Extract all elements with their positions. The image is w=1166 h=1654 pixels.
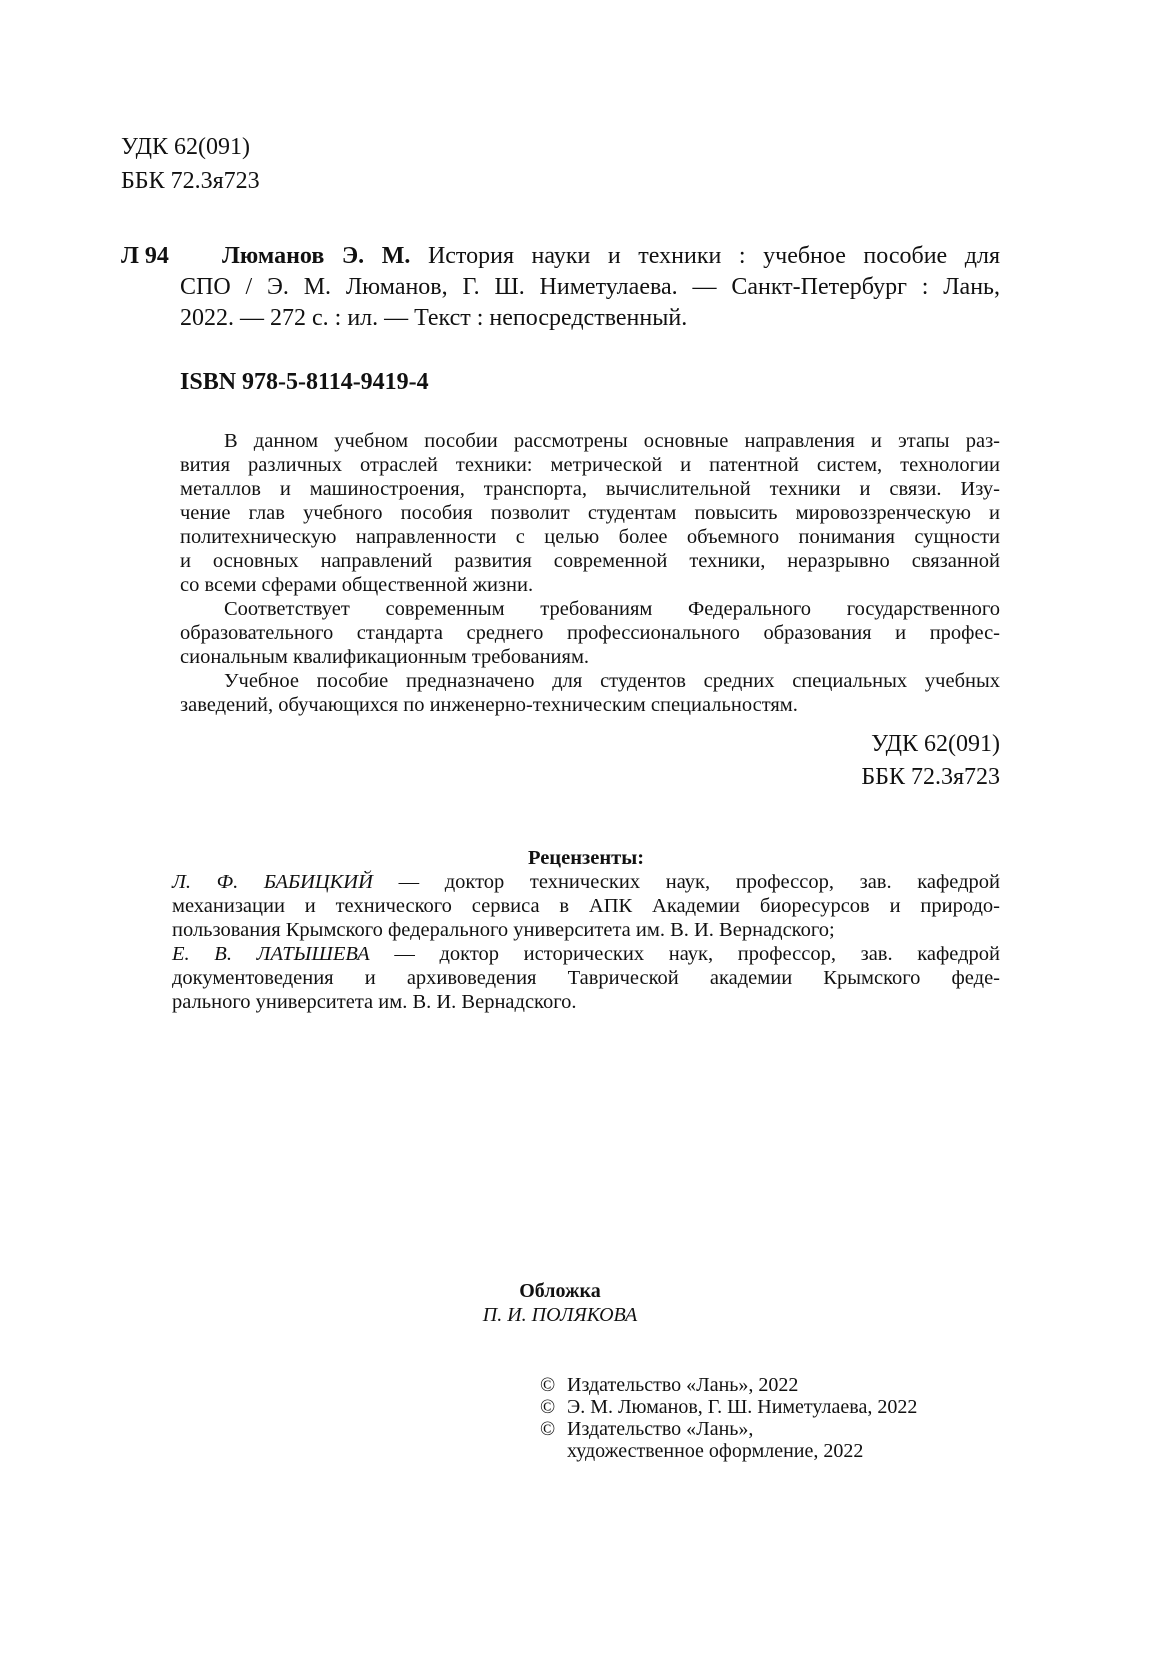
isbn: ISBN 978-5-8114-9419-4 [180, 369, 429, 395]
reviewer-1-line-2: механизации и технического сервиса в АПК Академии биоресурсов и природо- [172, 895, 1000, 917]
reviewer-2-line-2: документоведения и архивоведения Таврической академии Крымского феде- [172, 967, 1000, 989]
abstract-line: В данном учебном пособии рассмотрены основные направления и этапы раз- [224, 430, 1000, 452]
abstract-line: сиональным квалификационным требованиям. [180, 646, 590, 668]
reviewer-2-line-3: рального университета им. В. И. Вернадского. [172, 991, 577, 1013]
reviewer-2-line-1 [172, 942, 1000, 966]
abstract-line: со всеми сферами общественной жизни. [180, 574, 534, 596]
abstract-line: политехническую направленности с целью более объемного понимания сущности [180, 526, 1000, 548]
abstract-line: чение глав учебного пособия позволит студентам повысить мировоззренческую и [180, 502, 1000, 524]
header-bbk: ББК 72.3я723 [121, 168, 260, 194]
abstract-line: заведений, обучающихся по инженерно-техническим специальностям. [180, 694, 798, 716]
abstract-line: Учебное пособие предназначено для студентов средних специальных учебных [224, 670, 1000, 692]
footer-udk: УДК 62(091) [871, 731, 1000, 757]
abstract [180, 429, 1000, 717]
catalog-line-3: 2022. — 272 с. : ил. — Текст : непосредственный. [180, 305, 688, 331]
reviewer-1-name: Л. Ф. БАБИЦКИЙ [172, 871, 373, 893]
catalog-code: Л 94 [121, 243, 169, 269]
abstract-line: образовательного стандарта среднего профессионального образования и профес- [180, 622, 1000, 644]
abstract-line: вития различных отраслей техники: метрической и патентной систем, технологии [180, 454, 1000, 476]
copyright [540, 1374, 917, 1462]
copyright-line: художественное оформление, 2022 [567, 1440, 864, 1462]
abstract-line: и основных направлений развития современной техники, неразрывно связанной [180, 550, 1000, 572]
copyright-icon: © [540, 1374, 556, 1396]
reviewer-2-name: Е. В. ЛАТЫШЕВА [172, 943, 370, 965]
header-udk: УДК 62(091) [121, 134, 250, 160]
cover-label: Обложка [519, 1280, 601, 1302]
copyright-line: © Издательство «Лань», 2022 [540, 1374, 799, 1396]
copyright-line: © Издательство «Лань», [540, 1418, 754, 1440]
catalog-line-2: СПО / Э. М. Люманов, Г. Ш. Ниметулаева. — Санкт-Петербург : Лань, [180, 274, 1000, 300]
catalog-title: История науки и техники : учебное пособие для [427, 243, 1001, 269]
cover-credit [420, 1279, 700, 1327]
copyright-icon: © [540, 1418, 556, 1440]
reviewers [172, 846, 1000, 1014]
catalog-author: Люманов Э. М. [222, 243, 411, 269]
catalog-line-1 [222, 243, 1000, 270]
reviewers-title: Рецензенты: [527, 847, 645, 869]
reviewer-1-desc: — доктор технических наук, профессор, зав. кафедрой [398, 871, 1001, 893]
copyright-icon: © [540, 1396, 556, 1418]
footer-bbk: ББК 72.3я723 [861, 764, 1000, 790]
cover-artist: П. И. ПОЛЯКОВА [482, 1304, 638, 1326]
reviewer-1-line-3: пользования Крымского федерального университета им. В. И. Вернадского; [172, 919, 835, 941]
abstract-line: Соответствует современным требованиям Федерального государственного [224, 598, 1000, 620]
copyright-line: © Э. М. Люманов, Г. Ш. Ниметулаева, 2022 [540, 1396, 918, 1418]
reviewer-2-desc: — доктор исторических наук, профессор, зав. кафедрой [394, 943, 1001, 965]
abstract-line: металлов и машиностроения, транспорта, вычислительной техники и связи. Изу- [180, 478, 1000, 500]
reviewer-1-line-1 [172, 870, 1000, 894]
